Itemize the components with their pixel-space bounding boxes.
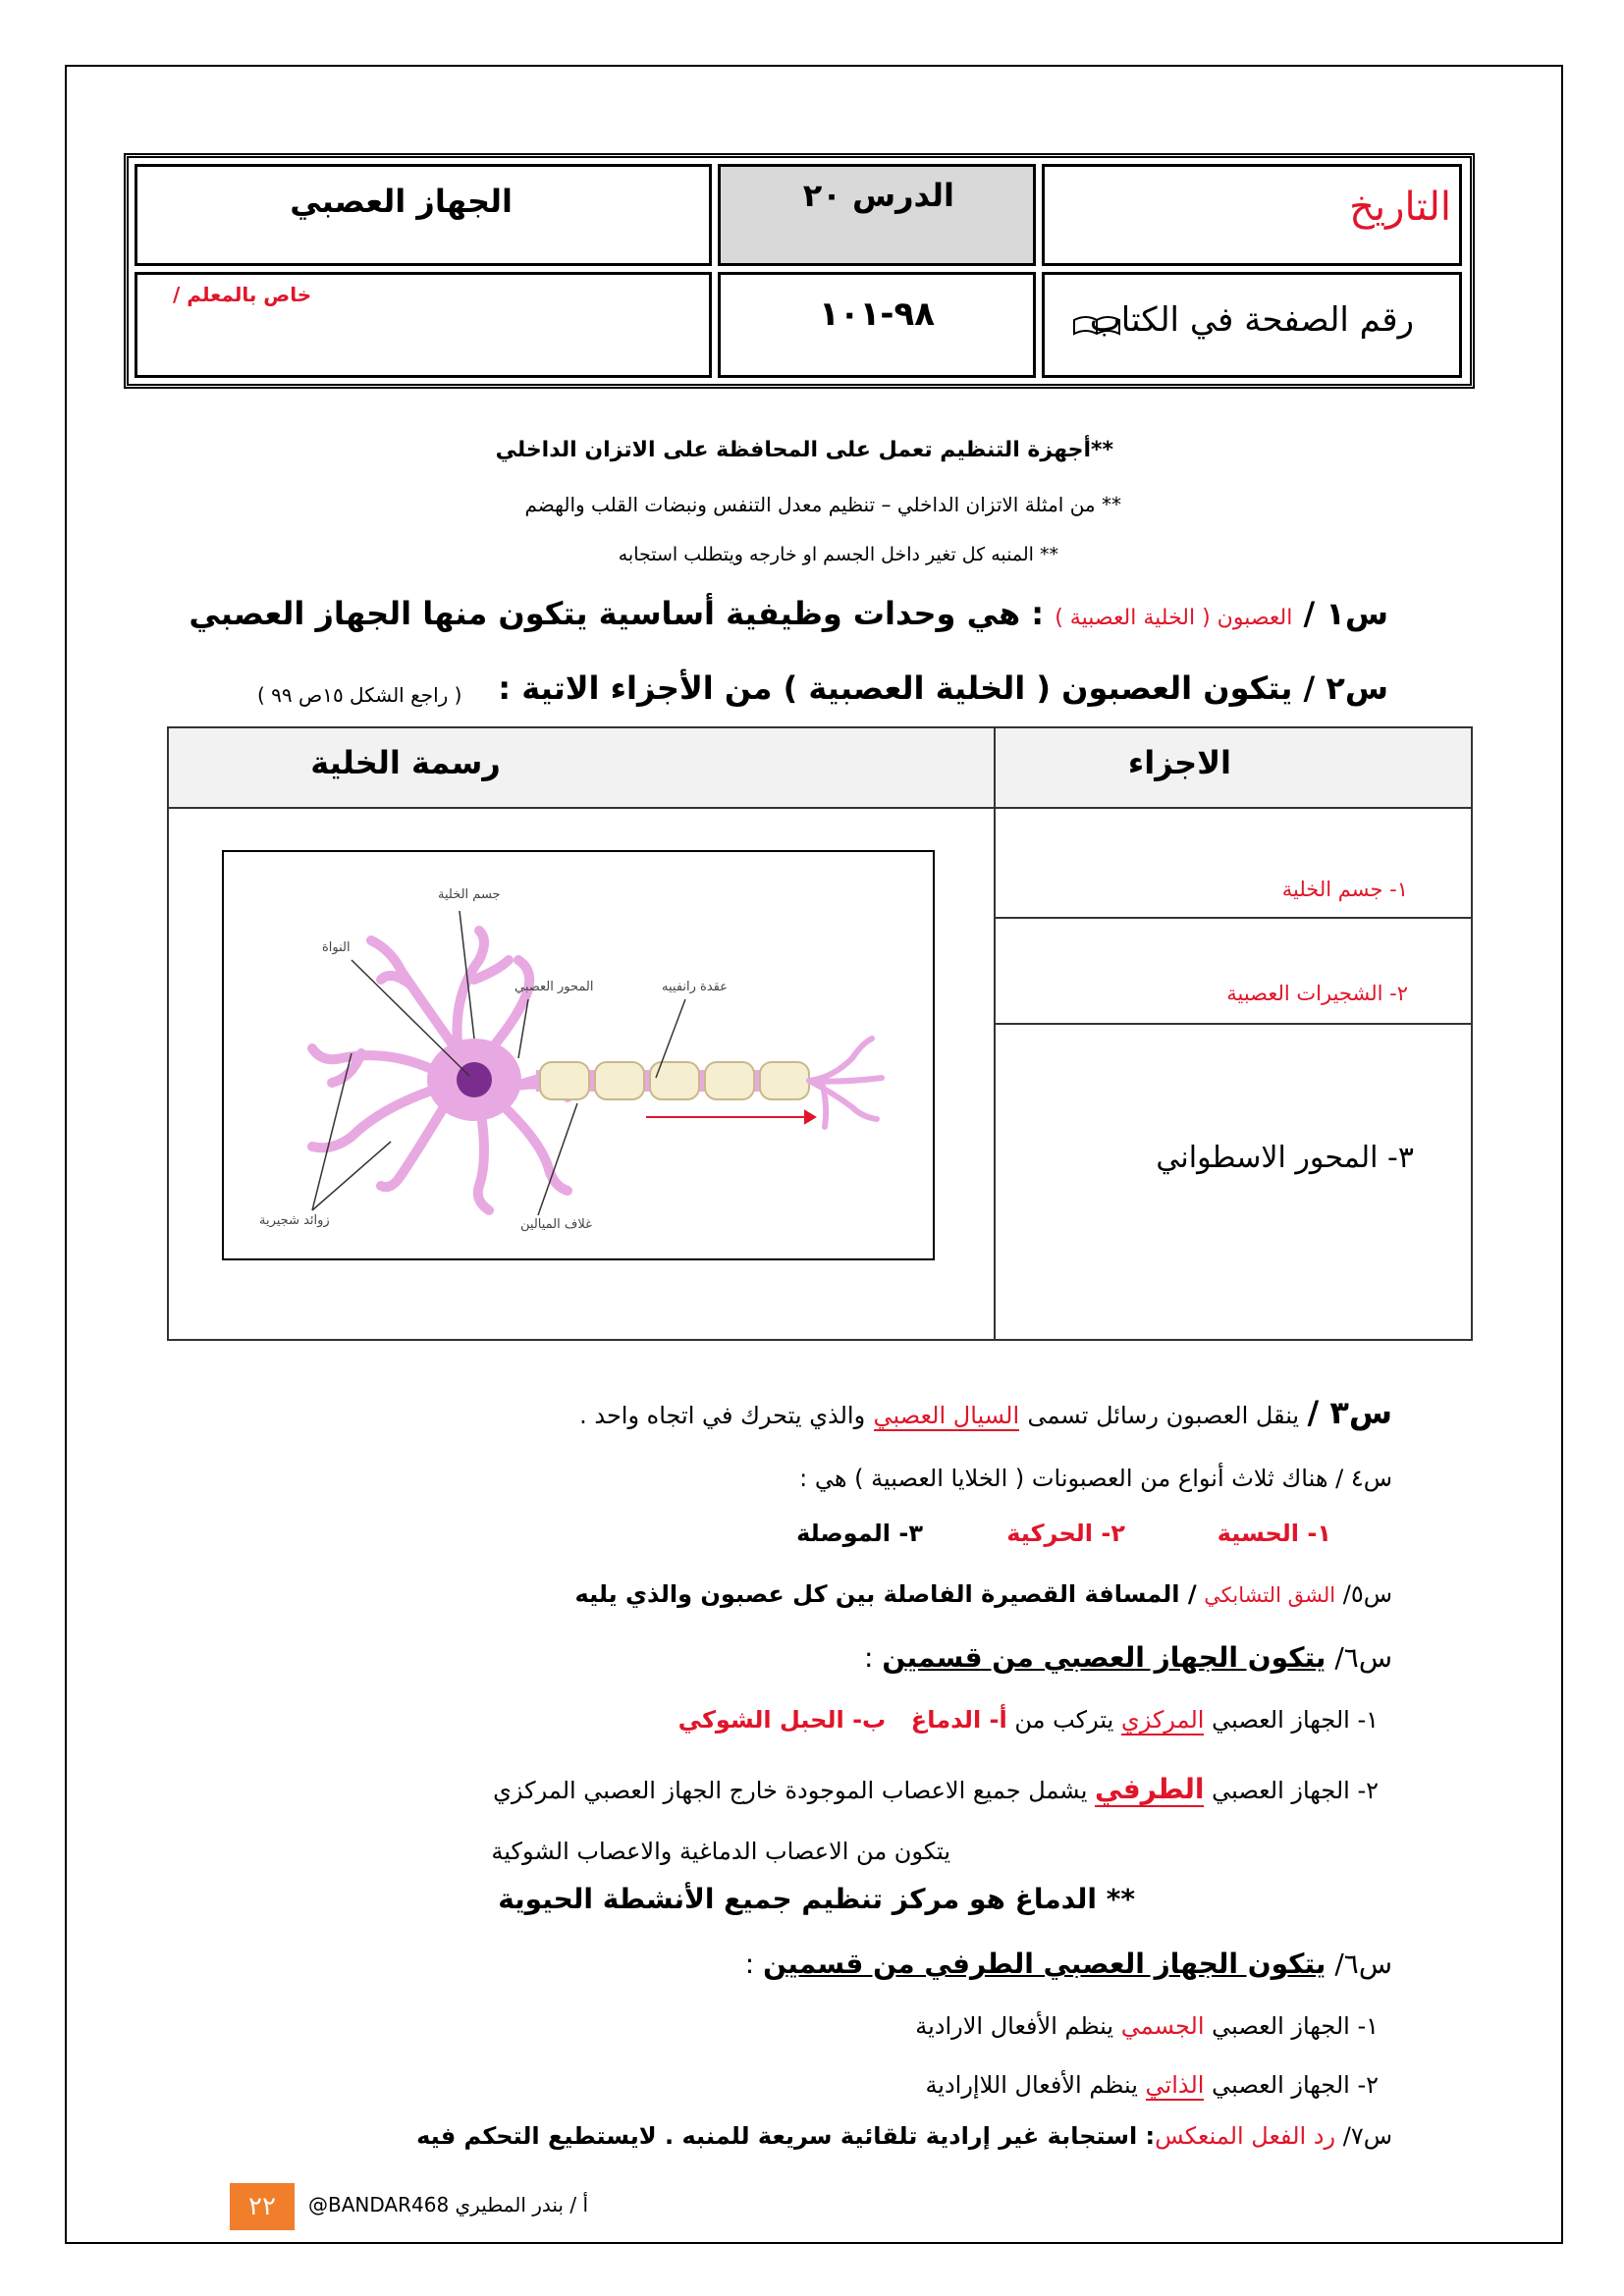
q6b-p2c: ينظم الأفعال اللاإرادية	[925, 2071, 1138, 2099]
col-parts-header: الاجزاء	[1127, 744, 1231, 781]
q6b-autonomic	[925, 2071, 1379, 2099]
q6-c1c: يتركب من	[1014, 1706, 1114, 1734]
page-ref-cell	[1042, 272, 1462, 378]
q1-prefix: س١ /	[1303, 595, 1388, 632]
question-5	[575, 1580, 1392, 1608]
date-cell	[1042, 164, 1462, 266]
page-ref-value-cell	[718, 272, 1036, 378]
q6-spinal-cord: ب- الحبل الشوكي	[677, 1706, 887, 1734]
q6b-p1c: ينظم الأفعال الارادية	[915, 2012, 1114, 2040]
label-axon: المحور العصبي	[514, 980, 594, 994]
myelin-sheath-shape	[540, 1062, 809, 1099]
teacher-note-cell	[135, 272, 712, 378]
header-divider	[169, 807, 1471, 809]
q3-text2: والذي يتحرك في اتجاه واحد .	[579, 1402, 866, 1429]
topic-cell	[135, 164, 712, 266]
q3-answer: السيال العصبي	[873, 1402, 1020, 1429]
q4-type-3: ٣- الموصلة	[796, 1520, 923, 1547]
q7-prefix: س٧/	[1342, 2122, 1392, 2150]
question-6	[864, 1641, 1392, 1674]
q5-answer: الشق التشابكي	[1204, 1583, 1336, 1607]
neuron-illustration	[224, 852, 933, 1258]
part-3: ٣- المحور الاسطواني	[1156, 1141, 1414, 1175]
row-divider-2	[994, 1023, 1473, 1025]
q6-heading: يتكون الجهاز العصبي من قسمين	[882, 1641, 1326, 1674]
q7-answer: رد الفعل المنعكس	[1155, 2122, 1336, 2150]
q1-rest: : هي وحدات وظيفية أساسية يتكون منها الجهاز العصبي	[189, 595, 1045, 632]
q6-brain: أ- الدماغ	[910, 1706, 1007, 1734]
question-4: س٤ / هناك ثلاث أنواع من العصبونات ( الخلايا العصبية ) هي :	[799, 1465, 1392, 1492]
q6-c2a: ٢- الجهاز العصبي	[1212, 1777, 1379, 1804]
q6-colon: :	[863, 1641, 874, 1674]
intro-line-2: ** من امثلة الاتزان الداخلي – تنظيم معدل التنفس ونبضات القلب والهضم	[524, 493, 1121, 516]
question-2: س٢ / يتكون العصبون ( الخلية العصبية ) من الأجزاء الاتية :	[498, 669, 1388, 707]
question-7	[416, 2122, 1392, 2150]
q6-prefix: س٦/	[1334, 1641, 1392, 1674]
page-ref-value: ٩٨-١٠١	[819, 294, 935, 334]
q6b-prefix: س٦/	[1334, 1948, 1392, 1980]
q6b-somatic	[915, 2012, 1379, 2040]
row-divider-1	[994, 917, 1473, 919]
q1-answer: العصبون ( الخلية العصبية )	[1055, 606, 1293, 630]
footer-credit: @BANDAR468 أ / بندر المطيري	[308, 2193, 588, 2216]
intro-line-3: ** المنبه كل تغير داخل الجسم او خارجه ويتطلب استجابه	[618, 544, 1058, 565]
q6b-somatic-word: الجسمي	[1120, 2012, 1205, 2040]
date-label: التاريخ	[1349, 185, 1451, 230]
q4-type-2: ٢- الحركية	[1006, 1520, 1125, 1547]
column-divider	[994, 728, 996, 1339]
q6b-colon: :	[744, 1948, 755, 1980]
q7-text: : استجابة غير إرادية تلقائية سريعة للمنبه . لايستطيع التحكم فيه	[416, 2122, 1156, 2150]
question-6b	[745, 1948, 1392, 1980]
label-dendrites: زوائد شجيرية	[259, 1213, 330, 1228]
nucleus-shape	[457, 1062, 492, 1097]
label-node: عقدة رانفييه	[662, 980, 728, 994]
page-ref-label: رقم الصفحة في الكتاب	[1089, 300, 1414, 340]
q5-prefix: س٥/	[1342, 1580, 1392, 1608]
col-drawing-header: رسمة الخلية	[310, 744, 501, 781]
topic-title: الجهاز العصبي	[290, 183, 513, 220]
q6-c1a: ١- الجهاز العصبي	[1212, 1706, 1379, 1734]
header-table	[124, 153, 1475, 389]
q6-peripheral-detail: يتكون من الاعصاب الدماغية والاعصاب الشوكية	[491, 1838, 950, 1865]
q6-c2c: يشمل جميع الاعصاب الموجودة خارج الجهاز العصبي المركزي	[493, 1777, 1088, 1804]
lesson-cell	[718, 164, 1036, 266]
page-number: ٢٢	[230, 2183, 295, 2230]
neuron-diagram	[222, 850, 935, 1260]
q6b-p2a: ٢- الجهاز العصبي	[1212, 2071, 1379, 2099]
lesson-label: الدرس ٢٠	[802, 177, 954, 214]
q6b-autonomic-word: الذاتي	[1145, 2071, 1205, 2099]
q6b-p1a: ١- الجهاز العصبي	[1212, 2012, 1379, 2040]
signal-arrows	[646, 1111, 815, 1123]
q6-brain-note: ** الدماغ هو مركز تنظيم جميع الأنشطة الحيوية	[498, 1883, 1135, 1915]
question-3	[579, 1394, 1392, 1431]
q6-peripheral	[493, 1773, 1379, 1805]
part-2: ٢- الشجيرات العصبية	[1226, 982, 1408, 1005]
q6-central	[678, 1706, 1379, 1734]
axon-terminals-shape	[809, 1039, 882, 1127]
intro-line-1: **أجهزة التنظيم تعمل على المحافظة على الاتزان الداخلي	[495, 438, 1113, 462]
q5-text: / المسافة القصيرة الفاصلة بين كل عصبون والذي يليه	[574, 1580, 1197, 1608]
label-myelin: غلاف الميالين	[520, 1217, 592, 1232]
q3-text1: ينقل العصبون رسائل تسمى	[1027, 1402, 1300, 1429]
q6b-heading: يتكون الجهاز العصبي الطرفي من قسمين	[763, 1948, 1326, 1980]
q6-central-word: المركزي	[1120, 1706, 1205, 1734]
q6-peripheral-word: الطرفي	[1095, 1773, 1205, 1805]
label-cell-body: جسم الخلية	[438, 887, 501, 902]
part-1: ١- جسم الخلية	[1281, 878, 1408, 901]
label-nucleus: النواة	[322, 940, 351, 955]
book-icon	[1072, 312, 1121, 338]
q2-reference: ( راجع الشكل ١٥ص ٩٩ )	[257, 683, 462, 707]
q3-prefix: س٣ /	[1307, 1394, 1392, 1431]
q4-type-1: ١- الحسية	[1217, 1520, 1331, 1547]
teacher-note: خاص بالمعلم /	[173, 283, 312, 306]
question-1	[189, 595, 1388, 632]
